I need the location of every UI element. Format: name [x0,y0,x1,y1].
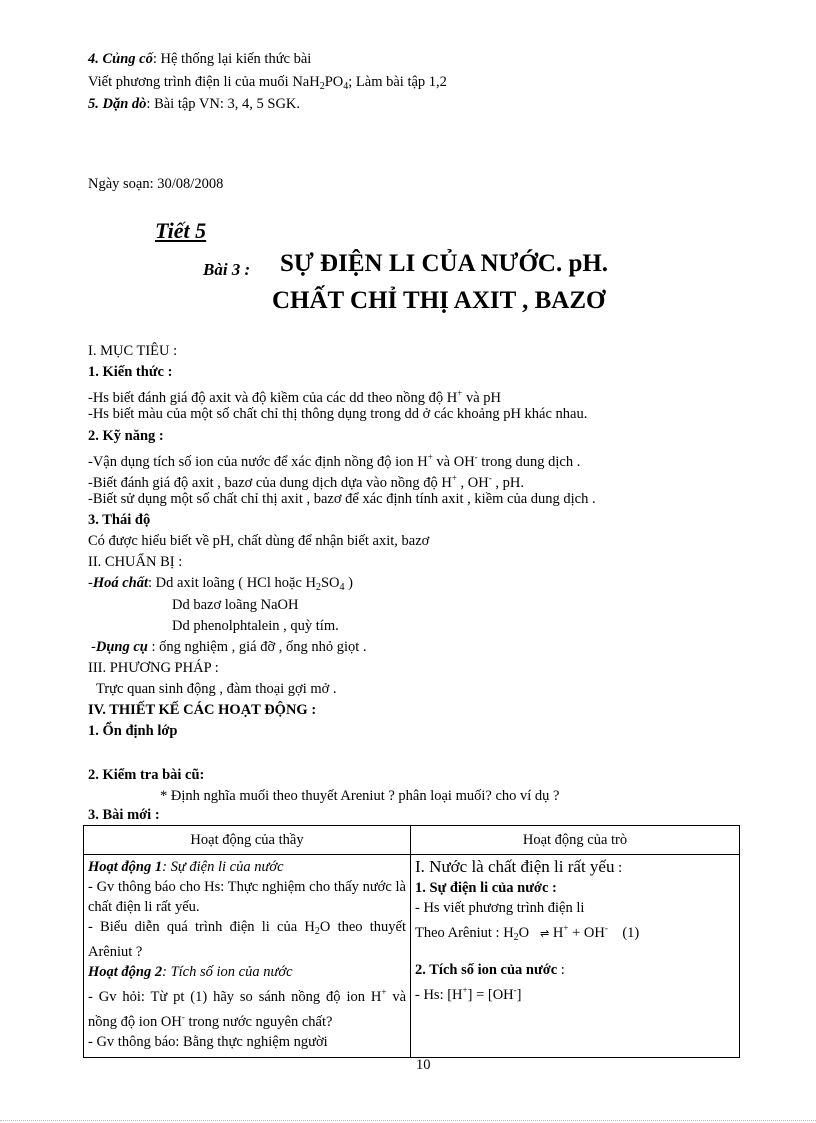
teacher-paragraph [88,982,406,1032]
superscript: - [181,1012,185,1022]
section-number: I. [415,857,425,876]
lesson-title-line1: SỰ ĐIỆN LI CỦA NƯỚC. pH. [280,250,609,277]
activity-label: Hoạt động 1 [88,859,163,875]
section-ky-nang: 2. Kỹ năng : [88,428,164,444]
equilibrium-arrow-icon: ⇌ [540,928,550,940]
text: Theo Arêniut : H [415,925,514,941]
table-row [84,855,740,1058]
text: : ống nghiệm , giá đỡ , ống nhỏ giọt . [147,639,367,655]
summary-line [88,50,311,68]
student-section-heading [415,857,735,878]
text: - Hs: [H [415,987,463,1003]
superscript: + [457,388,463,398]
text: O [518,925,530,941]
teacher-paragraph: - Gv thông báo cho Hs: Thực nghiệm cho thấy nước là chất điện li rất yếu. [88,879,406,915]
dash: - [91,639,96,655]
text: + OH [568,925,605,941]
subscript: 4 [343,81,349,92]
section-title: Nước là chất điện li rất yếu [424,857,615,876]
exercise-text: PO [324,74,344,90]
thai-do-item-1: Có được hiểu biết về pH, chất dùng để nhận biết axit, bazơ [88,533,430,549]
activity-2-heading [88,962,406,982]
section-bai-moi: 3. Bài mới : [88,807,160,823]
text: , pH. [491,475,524,491]
header-teacher: Hoạt động của thầy [84,826,411,855]
superscript: + [563,923,569,933]
text: ] = [OH [467,987,514,1003]
text: và pH [462,390,501,406]
section-chuan-bi: II. CHUẨN BỊ : [88,554,183,570]
ky-nang-item-2 [88,469,524,492]
hoa-chat-line-3: Dd phenolphtalein , quỳ tím. [172,618,339,634]
table-header-row [84,826,740,855]
student-text [415,980,735,1005]
text: O theo thuyết Arêniut ? [88,919,406,960]
text: và OH [432,454,475,470]
ky-nang-item-3: -Biết sử dụng một số chất chỉ thị axit , bazơ để xác định tính axit , kiềm của dung dịch . [88,491,596,507]
superscript: + [462,985,468,995]
text: , OH [456,475,489,491]
superscript: - [604,923,608,933]
text: ) [344,575,353,591]
colon: : [614,860,623,876]
lesson-number: Tiết 5 [155,218,207,243]
lesson-title-line2: CHẤT CHỈ THỊ AXIT , BAZƠ [272,287,606,314]
student-subheading-2 [415,960,735,980]
cung-co-text: : Hệ thống lại kiến thức bài [152,51,312,67]
section-phuong-phap: III. PHƯƠNG PHÁP : [88,660,219,676]
kien-thuc-item-1 [88,384,501,407]
phuong-phap-item: Trực quan sinh động , đàm thoại gợi mở . [96,681,337,697]
kiem-tra-question: * Định nghĩa muối theo thuyết Areniut ? phân loại muối? cho ví dụ ? [160,788,560,804]
activity-label: Hoạt động 2 [88,964,163,980]
page-number: 10 [416,1057,431,1073]
date-line: Ngày soạn: 30/08/2008 [88,176,224,192]
student-subheading-1: 1. Sự điện li của nước : [415,880,557,896]
text: - Gv hỏi: Từ pt (1) hãy so sánh nồng độ ion H [88,989,382,1005]
subscript: 4 [339,582,345,593]
text: SO [320,575,340,591]
subscript: 2 [513,932,519,943]
activity-1-heading [88,857,406,877]
hoa-chat-label: Hoá chất [92,575,149,591]
header-student: Hoạt động của trò [411,826,740,855]
text: -Biết đánh giá độ axit , bazơ của dung dịch dựa vào nồng độ H [88,475,452,491]
activity-table [83,825,740,1058]
subheading-text: 2. Tích số ion của nước [415,962,558,978]
teacher-paragraph: - Gv thông báo: Bằng thực nghiệm người [88,1034,328,1050]
exercise-line [88,73,447,96]
student-equation [415,918,735,948]
dash: - [88,575,93,591]
lesson-label: Bài 3 : [203,260,251,279]
text: -Vận dụng tích số ion của nước để xác định nồng độ ion H [88,454,428,470]
subscript: 2 [319,81,325,92]
text: ] [516,987,522,1003]
text: trong dung dịch . [477,454,581,470]
text: H [549,925,564,941]
section-on-dinh: 1. Ổn định lớp [88,723,178,739]
exercise-text: ; Làm bài tập 1,2 [348,74,447,90]
hoa-chat-line-2: Dd bazơ loãng NaOH [172,597,299,613]
text: trong nước nguyên chất? [184,1014,333,1030]
student-cell [411,855,740,1058]
text: -Hs biết đánh giá độ axit và độ kiềm của các dd theo nồng độ H [88,390,458,406]
section-thai-do: 3. Thái độ [88,512,151,528]
superscript: + [381,987,387,997]
teacher-paragraph [88,917,406,962]
text: và nồng độ ion OH [88,989,406,1030]
subscript: 2 [315,582,321,593]
kien-thuc-item-2: -Hs biết màu của một số chất chỉ thị thông dụng trong dd ở các khoảng pH khác nhau. [88,406,588,422]
exercise-text: Viết phương trình điện li của muối NaH [88,74,320,90]
homework-line [88,95,300,113]
equation-number: (1) [622,925,640,941]
subscript: 2 [314,926,320,937]
superscript: - [474,452,478,462]
superscript: - [488,473,492,483]
activity-title: : Tích số ion của nước [162,964,293,980]
section-muc-tieu: I. MỤC TIÊU : [88,343,178,359]
dung-cu-line [91,638,367,656]
hoa-chat-line-1 [88,574,353,597]
section-kien-thuc: 1. Kiến thức : [88,364,173,380]
ky-nang-item-1 [88,448,580,471]
student-text: - Hs viết phương trình điện li [415,900,585,916]
section-thiet-ke: IV. THIẾT KẾ CÁC HOẠT ĐỘNG : [88,702,317,718]
page-divider [0,1120,816,1121]
dan-do-label: 5. Dặn dò [88,96,147,112]
dan-do-text: : Bài tập VN: 3, 4, 5 SGK. [146,96,301,112]
text: : Dd axit loãng ( HCl hoặc H [148,575,316,591]
spacer [415,948,735,960]
colon: : [557,962,565,978]
section-kiem-tra: 2. Kiểm tra bài cũ: [88,767,205,783]
superscript: + [451,473,457,483]
text: - Biểu diễn quá trình điện li của H [88,919,315,935]
dung-cu-label: Dụng cụ [95,639,148,655]
activity-title: : Sự điện li của nước [162,859,284,875]
teacher-cell [84,855,411,1058]
superscript: + [427,452,433,462]
cung-co-label: 4. Củng cố [88,51,153,67]
superscript: - [513,985,517,995]
